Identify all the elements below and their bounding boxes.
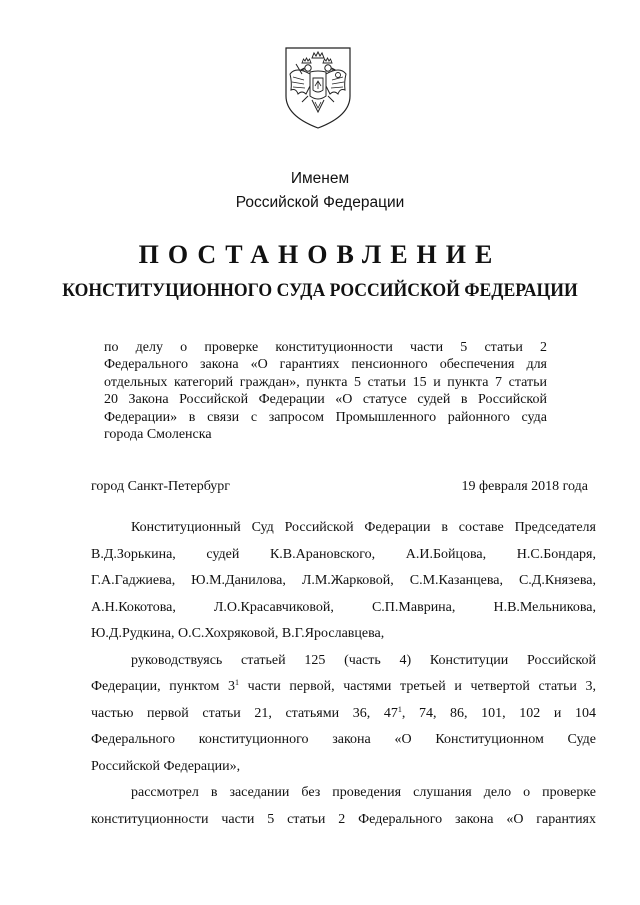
in-the-name-line: Именем: [290, 170, 350, 187]
country-name-line: Российской Федерации: [235, 194, 405, 211]
decision-body: [91, 518, 596, 836]
body-text-fragment: , 74, 86, 101, 102 и 104: [401, 705, 596, 721]
body-line: Ю.Д.Рудкина, О.С.Хохряковой, В.Г.Ярославцева,: [91, 626, 385, 641]
body-line: Конституционный Суд Российской Федерации в составе Председателя: [131, 520, 596, 535]
body-text-fragment: части первой, частями третьей и четвертой статьи 3,: [239, 679, 596, 694]
body-line: конституционности части 5 статьи 2 Федерального закона «О гарантиях: [91, 811, 596, 827]
superscript: 1: [397, 704, 402, 714]
body-line: [91, 677, 596, 704]
subject-line: 20 Закона Российской Федерации «О статусе судей в Российской: [104, 392, 547, 408]
body-line: Г.А.Гаджиева, Ю.М.Данилова, Л.М.Жарковой, С.М.Казанцева, С.Д.Князева,: [91, 573, 596, 588]
body-line: рассмотрел в заседании без проведения слушания дело о проверке: [131, 785, 596, 800]
document-type-title: ПОСТАНОВЛЕНИЕ: [138, 240, 502, 269]
body-line: В.Д.Зорькина, судей К.В.Арановского, А.И.Бойцова, Н.С.Бондаря,: [91, 546, 596, 562]
russian-coat-of-arms-icon: [282, 44, 354, 130]
subject-line: города Смоленска: [104, 426, 212, 442]
court-name-title: КОНСТИТУЦИОННОГО СУДА РОССИЙСКОЙ ФЕДЕРАЦИИ: [62, 280, 578, 301]
body-line: [91, 704, 596, 731]
superscript: 1: [235, 678, 240, 687]
subject-line: по делу о проверке конституционности части 5 статьи 2: [104, 340, 547, 355]
subject-line: Федерального закона «О гарантиях пенсионного обеспечения для: [104, 357, 547, 373]
body-line: руководствуясь статьей 125 (часть 4) Конституции Российской: [131, 652, 596, 668]
body-line: А.Н.Кокотова, Л.О.Красавчиковой, С.П.Маврина, Н.В.Мельникова,: [91, 599, 596, 615]
body-text-fragment: Федерации, пунктом 3: [91, 679, 236, 694]
body-line: Федерального конституционного закона «О Конституционном Суде: [91, 732, 596, 747]
body-text-fragment: частью первой статьи 21, статьями 36, 47: [91, 705, 398, 721]
subject-line: Федерации» в связи с запросом Промышленного районного суда: [104, 409, 547, 425]
subject-line: отдельных категорий граждан», пункта 5 статьи 15 и пункта 7 статьи: [104, 374, 547, 390]
body-line: Российской Федерации»,: [91, 758, 241, 774]
case-subject: [104, 339, 547, 443]
place-of-decision: город Санкт-Петербург: [91, 479, 231, 494]
decision-date: 19 февраля 2018 года: [461, 479, 588, 494]
